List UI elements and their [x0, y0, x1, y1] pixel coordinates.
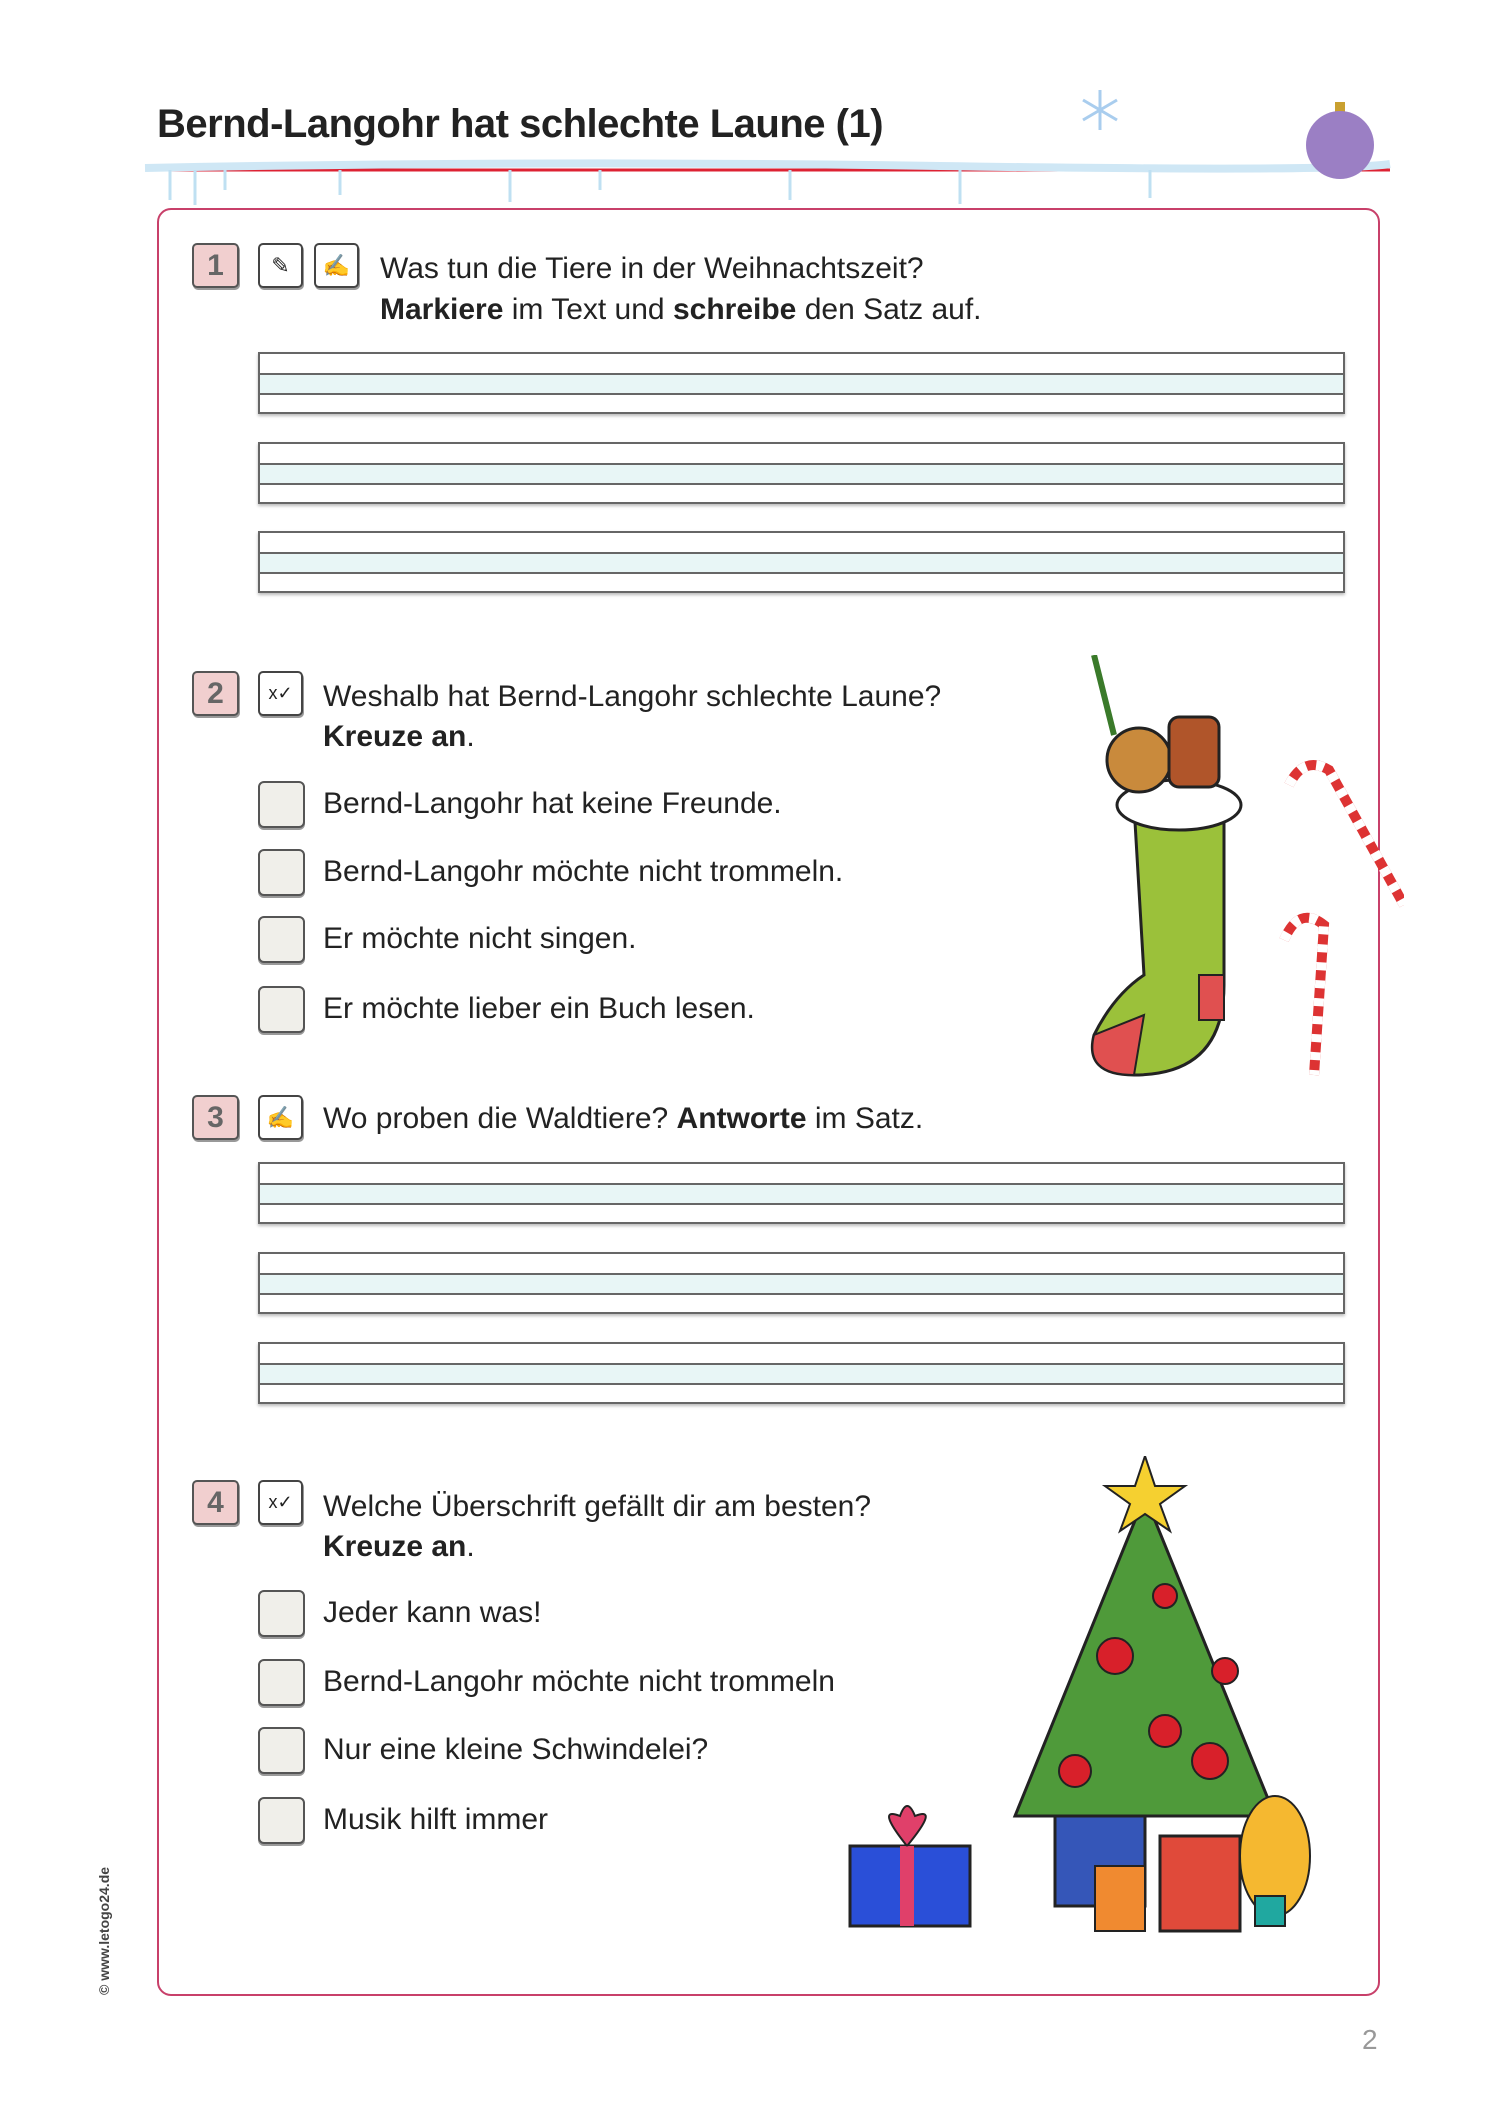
- option-label: Er möchte lieber ein Buch lesen.: [323, 992, 755, 1025]
- option-label: Er möchte nicht singen.: [323, 922, 637, 955]
- writing-line-field[interactable]: [258, 531, 1345, 593]
- icicle-header-decoration: [140, 90, 1400, 210]
- option-label: Bernd-Langohr möchte nicht trommeln.: [323, 855, 844, 888]
- checkbox[interactable]: [258, 849, 305, 896]
- task-4-instruction: Kreuze an.: [323, 1530, 475, 1563]
- checkbox[interactable]: [258, 916, 305, 963]
- task-2-instruction: Kreuze an.: [323, 720, 475, 753]
- task-1-instruction: Markiere im Text und schreibe den Satz auf.: [380, 293, 982, 326]
- page-number: 2: [1362, 2024, 1378, 2055]
- task-number-badge: 3: [192, 1095, 239, 1140]
- option-label: Bernd-Langohr hat keine Freunde.: [323, 787, 782, 820]
- task-1-question: Was tun die Tiere in der Weihnachtszeit?: [380, 252, 924, 285]
- write-icon: ✍: [314, 243, 359, 288]
- option-label: Musik hilft immer: [323, 1803, 549, 1836]
- task-3-question: Wo proben die Waldtiere? Antworte im Satz.: [323, 1102, 924, 1135]
- task-2-question: Weshalb hat Bernd-Langohr schlechte Laune?: [323, 680, 942, 713]
- checkbox[interactable]: [258, 1797, 305, 1844]
- ornament-icon: [1306, 102, 1374, 179]
- page-title: Bernd-Langohr hat schlechte Laune (1): [157, 102, 884, 146]
- checkbox[interactable]: [258, 1590, 305, 1637]
- checkbox[interactable]: [258, 781, 305, 828]
- checkbox[interactable]: [258, 1659, 305, 1706]
- writing-line-field[interactable]: [258, 442, 1345, 504]
- task-number-badge: 1: [192, 243, 239, 288]
- task-number-badge: 4: [192, 1480, 239, 1525]
- cross-icon: x✓: [258, 1480, 303, 1525]
- cross-icon: x✓: [258, 671, 303, 716]
- writing-line-field[interactable]: [258, 1252, 1345, 1314]
- task-number-badge: 2: [192, 671, 239, 716]
- checkbox[interactable]: [258, 1727, 305, 1774]
- snowflake-icon: [1083, 90, 1117, 130]
- writing-line-field[interactable]: [258, 1342, 1345, 1404]
- stocking-illustration: [1074, 655, 1404, 1095]
- checkbox[interactable]: [258, 986, 305, 1033]
- write-icon: ✍: [258, 1095, 303, 1140]
- option-label: Nur eine kleine Schwindelei?: [323, 1733, 709, 1766]
- writing-line-field[interactable]: [258, 1162, 1345, 1224]
- task-4-question: Welche Überschrift gefällt dir am besten?: [323, 1490, 872, 1523]
- pencil-icon: ✎: [258, 243, 303, 288]
- writing-line-field[interactable]: [258, 352, 1345, 414]
- option-label: Jeder kann was!: [323, 1596, 542, 1629]
- copyright-text: © www.letogo24.de: [96, 1866, 112, 1995]
- christmas-tree-illustration: [845, 1456, 1325, 1936]
- option-label: Bernd-Langohr möchte nicht trommeln: [323, 1665, 835, 1698]
